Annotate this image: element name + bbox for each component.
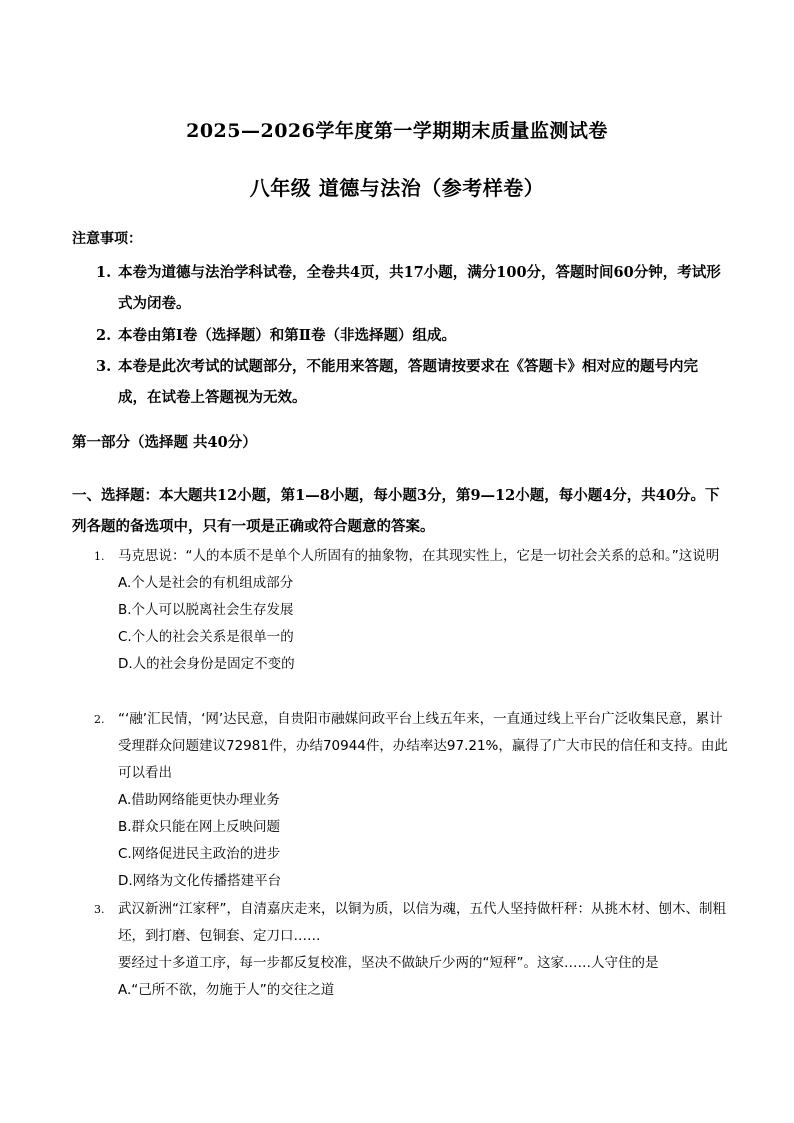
question-stem: 马克思说：“人的本质不是单个人所固有的抽象物，在其现实性上，它是一切社会关系的总和。”这说明 xyxy=(118,548,720,564)
note-number: 2. xyxy=(96,327,112,344)
question-stem: 武汉新洲“江家秤”，自清嘉庆走来，以铜为质，以信为魂，五代人坚持做杆秤：从挑木材、刨木、制粗坯，到打磨、包铜套、定刀口…… xyxy=(118,901,726,944)
exam-title: 2025—2026学年度第一学期期末质量监测试卷 xyxy=(186,120,608,142)
note-number: 3. xyxy=(96,358,112,375)
option-a: A.“己所不欲，勿施于人”的交往之道 xyxy=(118,982,335,998)
section-heading: 一、选择题：本大题共12小题，第1—8小题，每小题3分，第9—12小题，每小题4分，共40分。下列各题的备选项中，只有一项是正确或符合题意的答案。 xyxy=(72,487,720,535)
question-2 xyxy=(94,706,734,895)
option-c: C.网络促进民主政治的进步 xyxy=(118,846,281,862)
option-d: D.网络为文化传播搭建平台 xyxy=(118,873,282,889)
note-item xyxy=(96,257,726,319)
notes-heading: 注意事项： xyxy=(72,231,142,247)
question-stem-continued: 要经过十多道工序，每一步都反复校准，坚决不做缺斤少两的“短秤”。这家……人守住的是 xyxy=(118,955,659,971)
question-number: 2. xyxy=(94,713,105,726)
option-c: C.个人的社会关系是很单一的 xyxy=(118,629,294,645)
note-item xyxy=(96,351,726,413)
option-b: B.个人可以脱离社会生存发展 xyxy=(118,602,294,618)
question-1 xyxy=(94,543,734,678)
note-item xyxy=(96,320,726,351)
option-a: A.个人是社会的有机组成部分 xyxy=(118,575,294,591)
note-text: 本卷是此次考试的试题部分，不能用来答题，答题请按要求在《答题卡》相对应的题号内完成，在试卷上答题视为无效。 xyxy=(118,358,698,406)
note-text: 本卷由第Ⅰ卷（选择题）和第Ⅱ卷（非选择题）组成。 xyxy=(118,327,457,344)
question-number: 1. xyxy=(94,550,105,563)
question-stem: “‘融’汇民情，‘网’达民意，自贵阳市融媒问政平台上线五年来，一直通过线上平台广泛收集民意，累计受理群众问题建议72981件，办结70944件，办结率达97.21%，赢得了广大市民的信任和支持。由此可以看出 xyxy=(118,711,728,781)
note-text: 本卷为道德与法治学科试卷，全卷共4页，共17小题，满分100分，答题时间60分钟，考试形式为闭卷。 xyxy=(118,264,721,312)
note-number: 1. xyxy=(96,264,112,281)
part1-heading: 第一部分（选择题 共40分） xyxy=(72,434,257,451)
question-number: 3. xyxy=(94,903,105,916)
option-d: D.人的社会身份是固定不变的 xyxy=(118,656,295,672)
option-a: A.借助网络能更快办理业务 xyxy=(118,792,280,808)
question-3 xyxy=(94,896,734,1004)
option-b: B.群众只能在网上反映问题 xyxy=(118,819,281,835)
exam-subtitle: 八年级 道德与法治（参考样卷） xyxy=(249,176,545,200)
